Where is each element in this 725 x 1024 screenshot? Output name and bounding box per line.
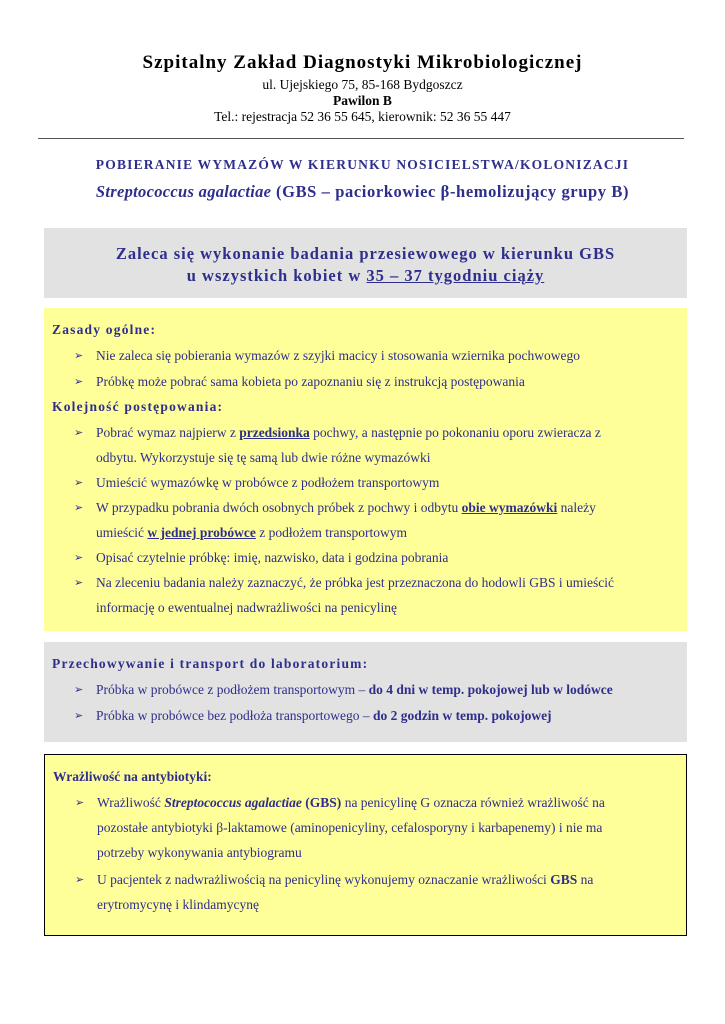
list-item: ➢ Na zleceniu badania należy zaznaczyć, że próbka jest przeznaczona do hodowli GBS i umieścić informację o ewentualnej nadwrażliwości na penicylinę [74, 570, 674, 620]
arrow-bullet-icon: ➢ [74, 349, 84, 362]
list-item: ➢ Próbka w probówce z podłożem transportowym – do 4 dni w temp. pokojowej lub w lodówce [74, 677, 674, 702]
arrow-bullet-icon: ➢ [74, 426, 84, 439]
list-item: ➢ Wrażliwość Streptococcus agalactiae (GBS) na penicylinę G oznacza również wrażliwość na pozostałe antybiotyki β-laktamowe (aminopenicyliny, cefalosporyny i karbapenemy) i nie ma potrzeby wykonywania antybiogramu [75, 790, 675, 865]
procedure-title: Kolejność postępowania: [52, 399, 224, 414]
sensitivity-title: Wrażliwość na antybiotyki: [53, 769, 212, 784]
header-divider [38, 138, 684, 139]
arrow-bullet-icon: ➢ [74, 375, 84, 388]
arrow-bullet-icon: ➢ [74, 576, 84, 589]
arrow-bullet-icon: ➢ [74, 551, 84, 564]
storage-transport-box [44, 642, 687, 742]
species-name: Streptococcus agalactiae [95, 182, 272, 201]
list-item: ➢ W przypadku pobrania dwóch osobnych próbek z pochwy i odbytu obie wymazówki należy umieścić w jednej probówce z podłożem transportowym [74, 495, 674, 545]
pawilon: Pawilon B [333, 93, 392, 108]
arrow-bullet-icon: ➢ [75, 796, 85, 809]
arrow-bullet-icon: ➢ [74, 501, 84, 514]
document-heading: POBIERANIE WYMAZÓW W KIERUNKU NOSICIELSTWA/KOLONIZACJI [95, 157, 630, 172]
institution-title: Szpitalny Zakład Diagnostyki Mikrobiologicznej [142, 52, 583, 73]
list-item: ➢ Pobrać wymaz najpierw z przedsionka pochwy, a następnie po pokonaniu oporu zwieracza z odbytu. Wykorzystuje się tę samą lub dwie różne wymazówki [74, 420, 674, 470]
document-subheading [0, 182, 725, 202]
arrow-bullet-icon: ➢ [74, 476, 84, 489]
general-rules-box [44, 308, 687, 631]
list-item: ➢ Próbka w probówce bez podłoża transportowego – do 2 godzin w temp. pokojowej [74, 703, 674, 728]
arrow-bullet-icon: ➢ [74, 683, 84, 696]
list-item: ➢ U pacjentek z nadwrażliwością na penicylinę wykonujemy oznaczanie wrażliwości GBS na erytromycynę i klindamycynę [75, 867, 675, 917]
recommendation-line1: Zaleca się wykonanie badania przesiewowego w kierunku GBS [115, 244, 616, 263]
recommendation-line2: u wszystkich kobiet w 35 – 37 tygodniu ciąży [186, 266, 545, 285]
phone-numbers: Tel.: rejestracja 52 36 55 645, kierownik: 52 36 55 447 [214, 109, 511, 124]
address: ul. Ujejskiego 75, 85-168 Bydgoszcz [262, 77, 463, 92]
general-rules-title: Zasady ogólne: [52, 322, 157, 337]
arrow-bullet-icon: ➢ [74, 709, 84, 722]
list-item: ➢ Próbkę może pobrać sama kobieta po zapoznaniu się z instrukcją postępowania [74, 369, 674, 394]
pregnancy-week-range: 35 – 37 tygodniu ciąży [366, 266, 545, 285]
recommendation-box [44, 228, 687, 298]
species-description: (GBS – paciorkowiec β-hemolizujący grupy B) [271, 182, 630, 201]
storage-title: Przechowywanie i transport do laboratorium: [52, 656, 369, 671]
arrow-bullet-icon: ➢ [75, 873, 85, 886]
list-item: ➢ Opisać czytelnie próbkę: imię, nazwisko, data i godzina pobrania [74, 545, 674, 570]
antibiotic-sensitivity-box [44, 754, 687, 936]
list-item: ➢ Umieścić wymazówkę w probówce z podłożem transportowym [74, 470, 674, 495]
list-item: ➢ Nie zaleca się pobierania wymazów z szyjki macicy i stosowania wziernika pochwowego [74, 343, 674, 368]
